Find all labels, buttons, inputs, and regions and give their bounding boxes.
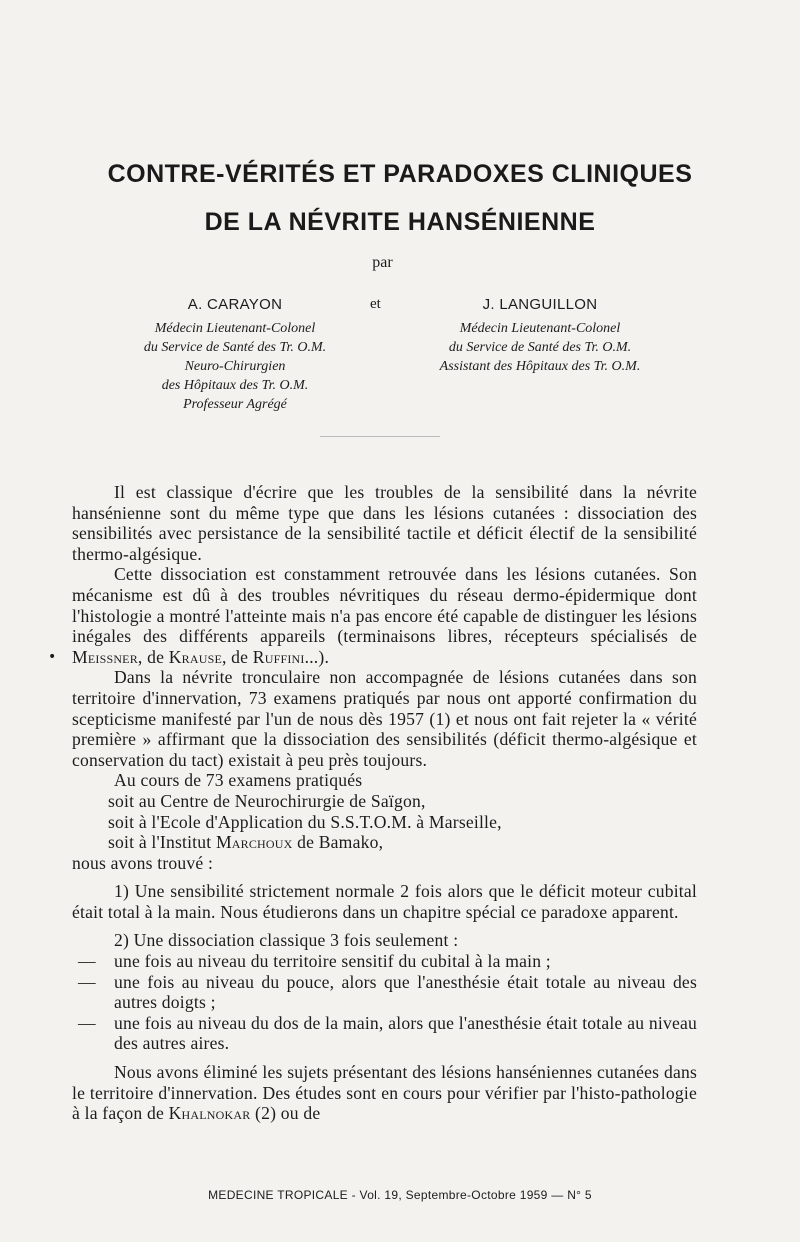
name-marchoux: Marchoux (215, 832, 293, 853)
author-1-line: Médecin Lieutenant-Colonel (154, 321, 316, 336)
author-1-line: du Service de Santé des Tr. O.M. (143, 340, 327, 355)
paragraph-3: Dans la névrite tronculaire non accompagnée de lésions cutanées dans son territoire d'innervation, 73 examens pratiqués par nous ont apporté confirmation du scepticisme manifesté par l'un de nous dès 1957 (1) et nous ont fait rejeter la « vérité première » affirmant que la dissociation des sensibilités (déficit thermo-algésique et conservation du tact) existait à peu près toujours. (72, 667, 697, 770)
paragraph-1: Il est classique d'écrire que les troubles de la sensibilité dans la névrite hansénienne sont du même type que dans les lésions cutanées : dissociation des sensibilités avec persistance de la sensibilité tactile et déficit électif de la sensibilité thermo-algésique. (72, 482, 697, 564)
author-2-block (395, 295, 685, 376)
paragraph-4-line: Au cours de 73 examens pratiqués (114, 770, 363, 791)
name-khalnokar: Khalnokar (168, 1103, 251, 1124)
dash-mark: — (78, 951, 96, 972)
author-2-line: du Service de Santé des Tr. O.M. (448, 340, 632, 355)
paragraph-6: 2) Une dissociation classique 3 fois seulement : (114, 930, 459, 951)
name-ruffini: Ruffini (252, 646, 305, 667)
paragraph-2-text: , de (221, 646, 253, 667)
article-title-line-2: DE LA NÉVRITE HANSÉNIENNE (204, 208, 596, 236)
dash-item-text: une fois au niveau du dos de la main, alors que l'anesthésie était totale au niveau des autres aires. (114, 1012, 697, 1054)
author-1-line: des Hôpitaux des Tr. O.M. (161, 378, 309, 393)
name-krause: Krause (168, 646, 222, 667)
margin-dot-mark: • (48, 649, 57, 665)
paragraph-2-text: ...). (304, 646, 330, 667)
paragraph-5: 1) Une sensibilité strictement normale 2 fois alors que le déficit moteur cubital était total à la main. Nous étudierons dans un chapitre spécial ce paradoxe apparent. (72, 881, 697, 922)
byline: par (372, 254, 393, 271)
dash-item-text: une fois au niveau du territoire sensitif du cubital à la main ; (114, 951, 551, 972)
paragraph-4-line: soit à l'Ecole d'Application du S.S.T.O.M. à Marseille, (108, 811, 502, 832)
dash-mark: — (78, 1012, 96, 1033)
paragraph-4-line: nous avons trouvé : (72, 852, 214, 873)
paragraph-4-line (72, 832, 697, 853)
paragraph-7-text: (2) ou de (250, 1103, 321, 1124)
paragraph-7 (72, 1062, 697, 1124)
paragraph-2 (72, 564, 697, 667)
dash-item (72, 1013, 697, 1054)
author-2-name: J. LANGUILLON (482, 296, 598, 313)
author-1-block (90, 295, 380, 414)
author-conjunction: et (370, 296, 381, 312)
article-title-line-1: CONTRE-VÉRITÉS ET PARADOXES CLINIQUES (107, 160, 693, 188)
paragraph-2-text: , de (137, 646, 169, 667)
author-2-line: Médecin Lieutenant-Colonel (459, 321, 621, 336)
paragraph-4 (72, 770, 697, 873)
paragraph-7-text: Nous avons éliminé les sujets présentant des lésions hanséniennes cutanées dans le territoire d'innervation. Des études sont en cours pour vérifier par l'histo-pathologie à la façon de (72, 1062, 697, 1124)
paragraph-4-line: soit au Centre de Neurochirurgie de Saïgon, (108, 790, 426, 811)
paragraph-4-text: de Bamako, (292, 832, 384, 853)
journal-footer: MEDECINE TROPICALE - Vol. 19, Septembre-Octobre 1959 — N° 5 (208, 1188, 592, 1202)
separator-rule (320, 436, 440, 437)
dash-item (72, 951, 697, 972)
paragraph-4-text: soit à l'Institut (108, 832, 216, 853)
author-2-line: Assistant des Hôpitaux des Tr. O.M. (439, 359, 641, 374)
article-body (72, 482, 697, 1124)
paragraph-2-text: Cette dissociation est constamment retrouvée dans les lésions cutanées. Son mécanisme est dû à des troubles névritiques du réseau dermo-épidermique dont l'histologie a montré l'atteinte mais n'a pas encore été capable de distinguer les lésions inégales des différents appareils (terminaisons libres, récepteurs spécialisés de (72, 564, 697, 647)
dash-mark: — (78, 971, 96, 992)
name-meissner: Meissner (72, 646, 138, 667)
dash-item (72, 972, 697, 1013)
dash-item-text: une fois au niveau du pouce, alors que l'anesthésie était totale au niveau des autres doigts ; (114, 971, 697, 1013)
author-1-name: A. CARAYON (187, 296, 283, 313)
author-1-line: Neuro-Chirurgien (184, 359, 286, 374)
author-1-line: Professeur Agrégé (183, 397, 287, 412)
